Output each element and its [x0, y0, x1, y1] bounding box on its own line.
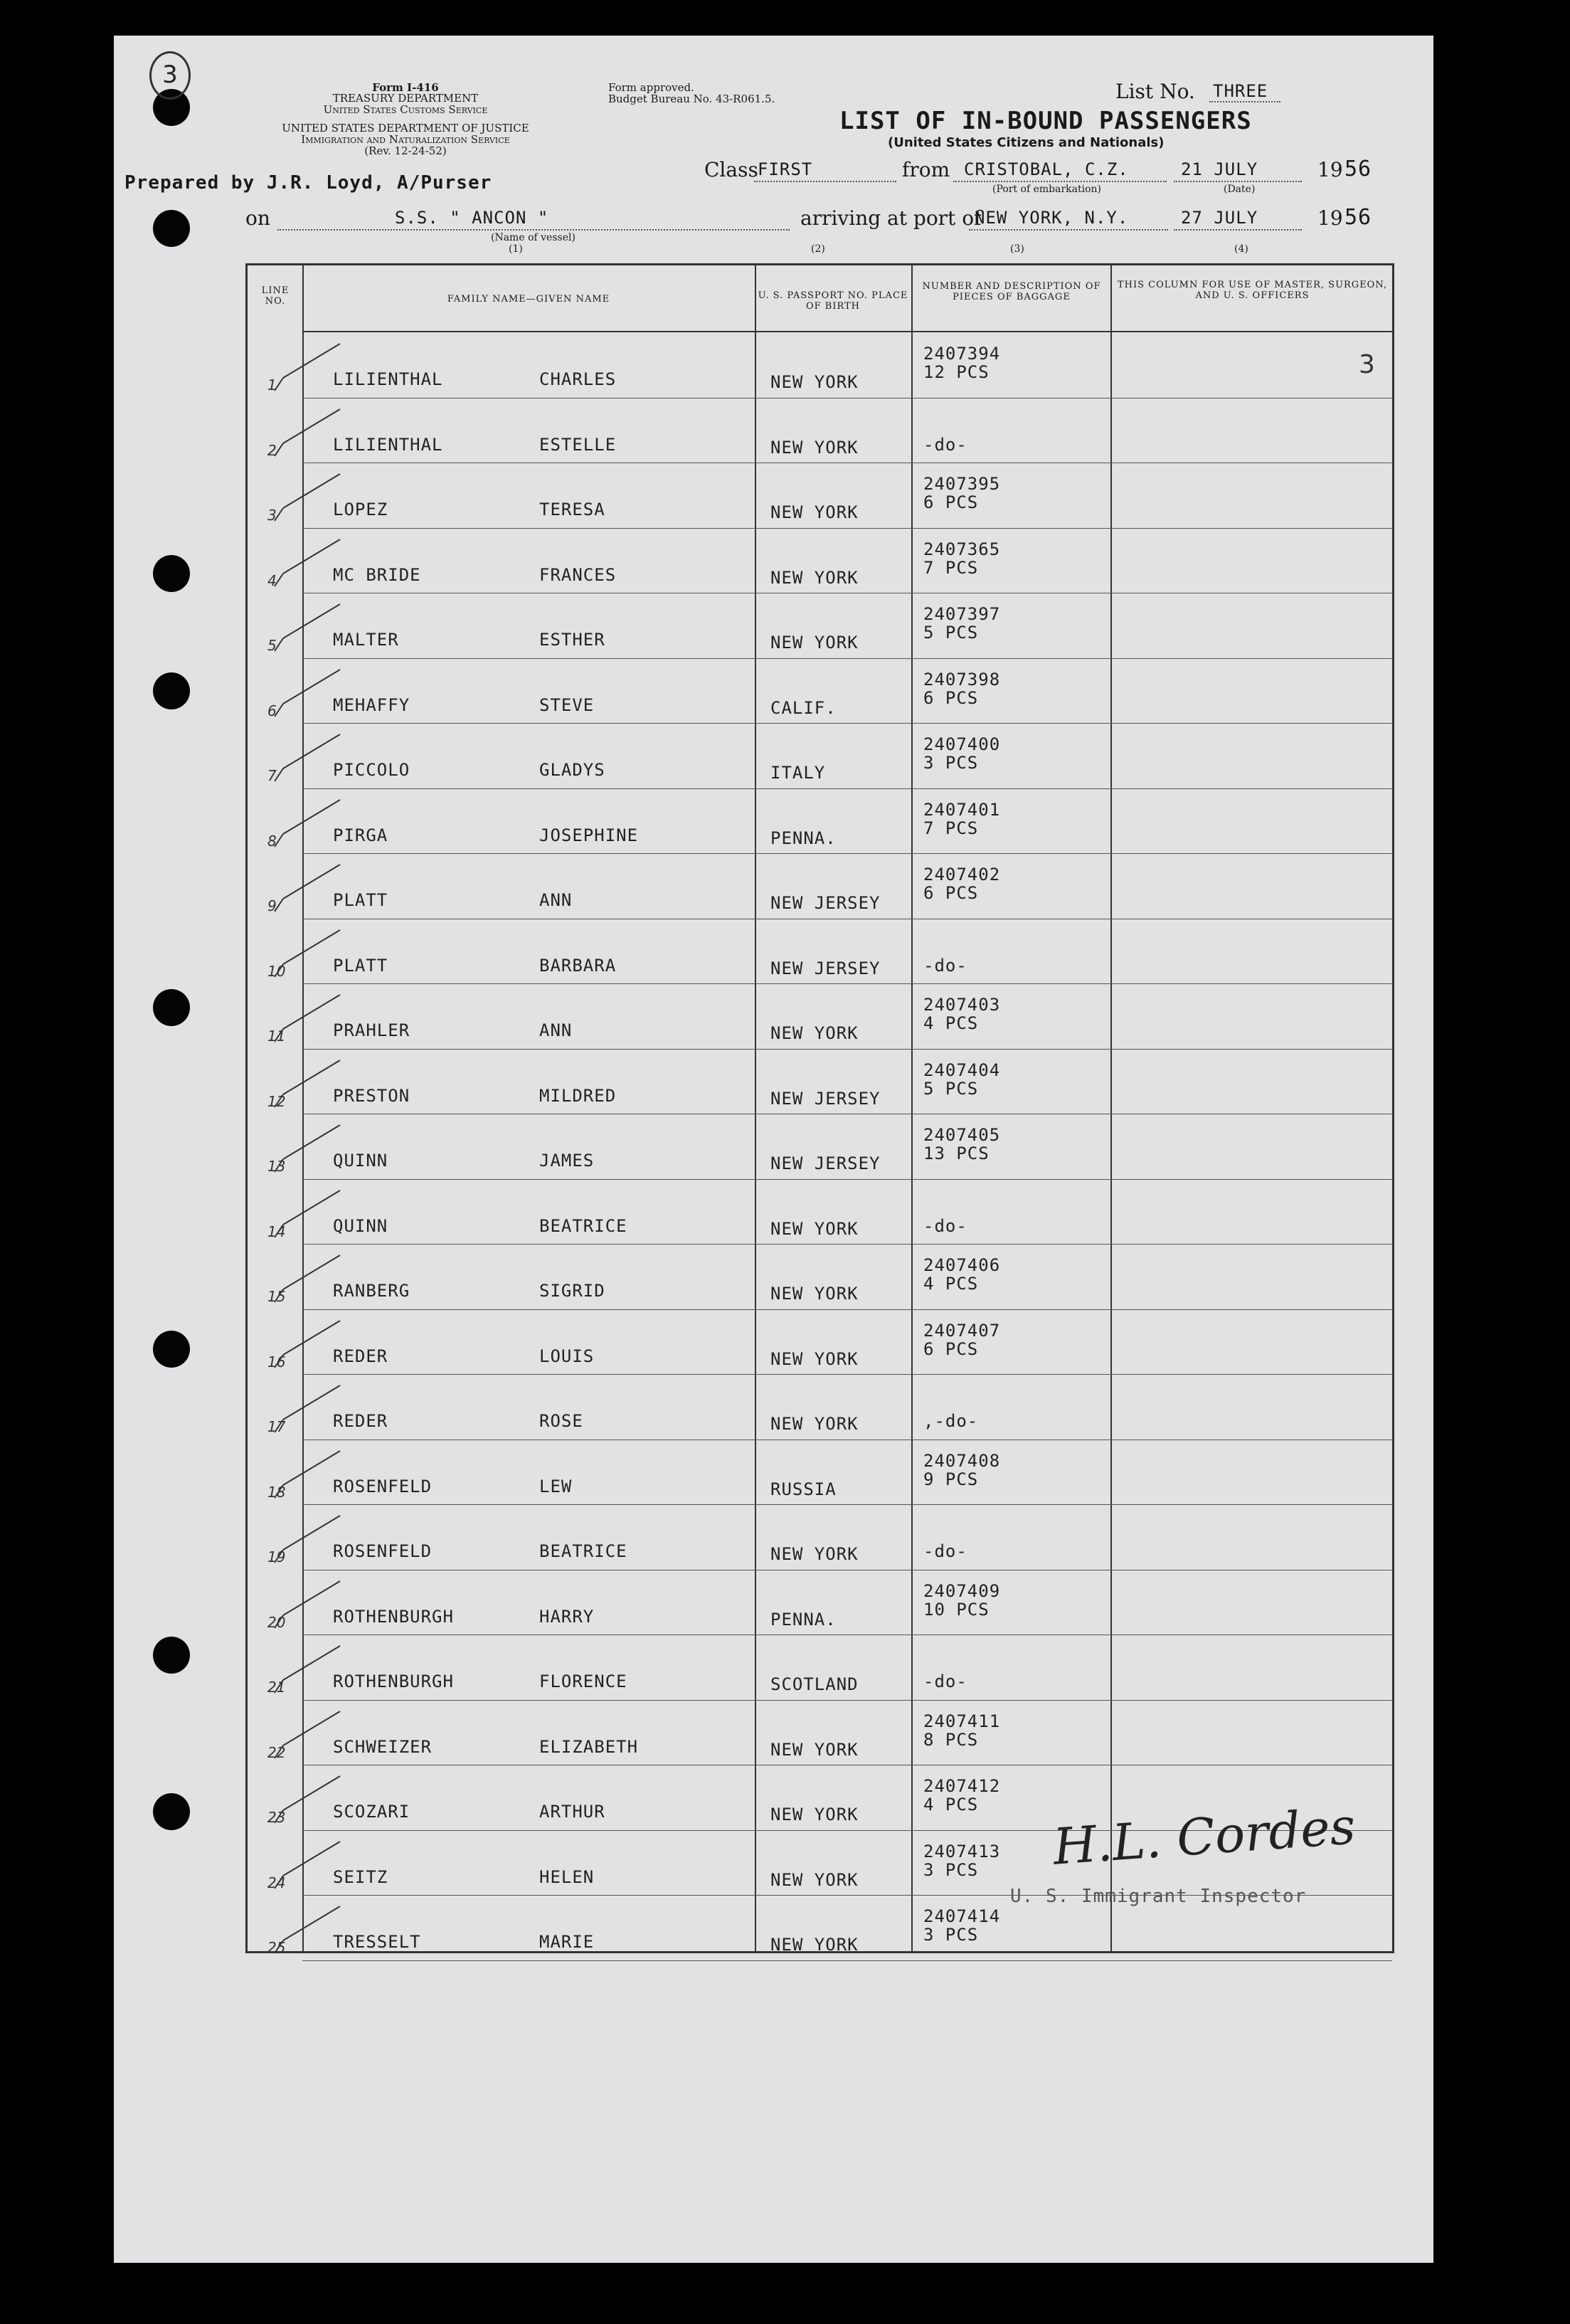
- checkmark-icon: [269, 1057, 347, 1114]
- baggage-pieces: -do-: [923, 1541, 967, 1561]
- year1-prefix: 19: [1317, 158, 1343, 181]
- arrival-date: 27 JULY: [1181, 208, 1258, 228]
- family-name: ROSENFELD: [333, 1476, 433, 1496]
- vessel-name: S.S. " ANCON ": [395, 208, 549, 228]
- line-number: 8: [267, 832, 277, 850]
- baggage-pieces: 7 PCS: [923, 557, 979, 578]
- place-of-birth: NEW JERSEY: [770, 958, 881, 978]
- line-number: 12: [267, 1092, 286, 1110]
- table-row: [248, 1375, 1392, 1440]
- page-title: LIST OF IN-BOUND PASSENGERS: [839, 107, 1252, 135]
- baggage-pieces: 3 PCS: [923, 1859, 979, 1880]
- baggage-pieces: ,-do-: [923, 1411, 979, 1431]
- place-of-birth: NEW JERSEY: [770, 1153, 881, 1173]
- given-name: JOSEPHINE: [539, 825, 639, 845]
- baggage-tag: 2407395: [923, 474, 1001, 494]
- table-row: [248, 334, 1392, 398]
- place-of-birth: CALIF.: [770, 697, 837, 718]
- row-divider: [302, 1309, 1392, 1310]
- place-of-birth: NEW YORK: [770, 437, 859, 458]
- line-number: 24: [267, 1874, 286, 1891]
- baggage-pieces: 6 PCS: [923, 687, 979, 708]
- given-name: FRANCES: [539, 564, 617, 585]
- baggage-pieces: 7 PCS: [923, 818, 979, 838]
- baggage-pieces: 4 PCS: [923, 1013, 979, 1033]
- page-number-circle: 3: [149, 51, 191, 100]
- line-number: 9: [267, 897, 277, 914]
- arriving-label: arriving at port of: [800, 206, 982, 230]
- row-divider: [302, 1634, 1392, 1635]
- given-name: BARBARA: [539, 955, 617, 976]
- form-number: Form I-416: [372, 81, 439, 94]
- line-number: 25: [267, 1939, 286, 1956]
- baggage-tag: 2407401: [923, 799, 1001, 820]
- row-divider: [302, 528, 1392, 529]
- inspector-signature: H.L. Cordes: [1051, 1797, 1357, 1876]
- form-revision: (Rev. 12-24-52): [364, 144, 447, 157]
- given-name: ROSE: [539, 1411, 583, 1431]
- baggage-pieces: 6 PCS: [923, 1338, 979, 1359]
- checkmark-icon: [269, 667, 347, 724]
- baggage-tag: 2407394: [923, 344, 1001, 364]
- family-name: PRAHLER: [333, 1020, 410, 1040]
- family-name: ROTHENBURGH: [333, 1606, 454, 1627]
- list-no-line: [1209, 101, 1280, 102]
- checkmark-icon: [269, 1122, 347, 1179]
- given-name: ELIZABETH: [539, 1736, 639, 1757]
- given-name: SIGRID: [539, 1281, 605, 1301]
- checkmark-icon: [269, 601, 347, 658]
- arrival-date-line: [1174, 229, 1302, 231]
- table-row: [248, 660, 1392, 724]
- from-line: [953, 181, 1167, 182]
- year2-value: 56: [1344, 205, 1372, 230]
- family-name: MEHAFFY: [333, 694, 410, 715]
- from-label: from: [902, 158, 950, 181]
- table-row: [248, 1050, 1392, 1115]
- checkmark-icon: [269, 1513, 347, 1570]
- given-name: JAMES: [539, 1151, 595, 1171]
- checkmark-icon: [269, 406, 347, 463]
- given-name: STEVE: [539, 694, 595, 715]
- place-of-birth: NEW YORK: [770, 1935, 859, 1955]
- baggage-tag: 2407413: [923, 1841, 1001, 1861]
- inspector-label: U. S. Immigrant Inspector: [1010, 1886, 1307, 1907]
- family-name: LILIENTHAL: [333, 434, 443, 455]
- line-number: 14: [267, 1222, 286, 1240]
- family-name: REDER: [333, 1346, 388, 1366]
- checkmark-icon: [269, 797, 347, 854]
- place-of-birth: NEW JERSEY: [770, 1088, 881, 1109]
- place-of-birth: NEW YORK: [770, 633, 859, 653]
- officer-note: 3: [1359, 350, 1375, 379]
- place-of-birth: SCOTLAND: [770, 1674, 859, 1694]
- baggage-tag: 2407397: [923, 604, 1001, 624]
- caption-2: (2): [811, 243, 825, 255]
- place-of-birth: NEW YORK: [770, 1414, 859, 1434]
- caption-1: (1): [509, 243, 523, 255]
- baggage-tag: 2407412: [923, 1776, 1001, 1796]
- checkmark-icon: [269, 471, 347, 528]
- depart-date: 21 JULY: [1181, 159, 1258, 179]
- vessel-caption: (Name of vessel): [491, 232, 576, 243]
- table-row: [248, 1181, 1392, 1245]
- checkmark-icon: [269, 1188, 347, 1245]
- given-name: CHARLES: [539, 369, 617, 389]
- baggage-pieces: 4 PCS: [923, 1795, 979, 1815]
- budget-bureau: Budget Bureau No. 43-R061.5.: [608, 93, 775, 105]
- dept-customs: United States Customs Service: [323, 103, 488, 116]
- checkmark-icon: [269, 1773, 347, 1830]
- baggage-pieces: 3 PCS: [923, 753, 979, 773]
- vessel-line: [277, 229, 790, 231]
- checkmark-icon: [269, 1903, 347, 1960]
- baggage-pieces: 13 PCS: [923, 1143, 990, 1163]
- port-caption: (Port of embarkation): [992, 184, 1101, 195]
- row-divider: [302, 1049, 1392, 1050]
- page-subtitle: (United States Citizens and Nationals): [888, 135, 1165, 150]
- family-name: PLATT: [333, 890, 388, 910]
- table-row: [248, 724, 1392, 789]
- table-row: [248, 1245, 1392, 1310]
- dept-ins: Immigration and Naturalization Service: [301, 133, 510, 146]
- family-name: QUINN: [333, 1151, 388, 1171]
- given-name: ANN: [539, 890, 573, 910]
- arrival-port-line: [969, 229, 1168, 231]
- line-number: 16: [267, 1353, 286, 1370]
- binder-hole: [153, 1331, 190, 1368]
- row-divider: [302, 1504, 1392, 1505]
- place-of-birth: NEW YORK: [770, 502, 859, 522]
- row-divider: [302, 658, 1392, 659]
- line-number: 1: [267, 376, 277, 394]
- on-label: on: [245, 206, 270, 230]
- baggage-tag: 2407405: [923, 1125, 1001, 1145]
- given-name: LEW: [539, 1476, 573, 1496]
- baggage-pieces: 8 PCS: [923, 1729, 979, 1750]
- baggage-tag: 2407403: [923, 995, 1001, 1015]
- checkmark-icon: [269, 1383, 347, 1440]
- baggage-tag: 2407407: [923, 1320, 1001, 1341]
- binder-hole: [153, 989, 190, 1026]
- line-number: 17: [267, 1418, 286, 1435]
- family-name: RANBERG: [333, 1281, 410, 1301]
- line-number: 2: [267, 441, 277, 459]
- baggage-tag: 2407409: [923, 1580, 1001, 1601]
- place-of-birth: PENNA.: [770, 1609, 837, 1630]
- family-name: ROSENFELD: [333, 1541, 433, 1561]
- table-row: [248, 790, 1392, 855]
- family-name: MC BRIDE: [333, 564, 421, 585]
- depart-date-line: [1174, 181, 1302, 182]
- given-name: ARTHUR: [539, 1802, 605, 1822]
- line-number: 5: [267, 637, 277, 654]
- place-of-birth: PENNA.: [770, 828, 837, 848]
- baggage-pieces: 5 PCS: [923, 623, 979, 643]
- place-of-birth: NEW YORK: [770, 1805, 859, 1824]
- checkmark-icon: [269, 731, 347, 788]
- line-number: 18: [267, 1483, 286, 1501]
- caption-3: (3): [1010, 243, 1024, 255]
- table-row: [248, 920, 1392, 985]
- binder-hole: [153, 672, 190, 709]
- baggage-pieces: 10 PCS: [923, 1599, 990, 1620]
- passenger-table: [245, 263, 1394, 1956]
- row-divider: [302, 853, 1392, 854]
- checkmark-icon: [269, 927, 347, 984]
- row-divider: [302, 1244, 1392, 1245]
- binder-hole: [153, 210, 190, 247]
- baggage-pieces: 6 PCS: [923, 492, 979, 512]
- baggage-tag: 2407402: [923, 865, 1001, 884]
- table-row: [248, 1636, 1392, 1701]
- checkmark-icon: [269, 992, 347, 1049]
- family-name: LOPEZ: [333, 500, 388, 519]
- table-row: [248, 1701, 1392, 1766]
- binder-hole: [153, 1793, 190, 1830]
- class-line: [754, 181, 896, 182]
- row-divider: [302, 723, 1392, 724]
- family-name: MALTER: [333, 630, 399, 650]
- year1-value: 56: [1344, 157, 1372, 181]
- baggage-tag: 2407408: [923, 1450, 1001, 1471]
- given-name: ESTHER: [539, 630, 605, 650]
- table-row: [248, 464, 1392, 529]
- checkmark-icon: [269, 1578, 347, 1635]
- baggage-tag: 2407365: [923, 539, 1001, 559]
- family-name: QUINN: [333, 1215, 388, 1236]
- given-name: MILDRED: [539, 1085, 617, 1106]
- table-row: [248, 855, 1392, 919]
- col-header-line: LINE NO.: [261, 285, 290, 307]
- family-name: REDER: [333, 1411, 388, 1431]
- year2-prefix: 19: [1317, 206, 1343, 230]
- place-of-birth: NEW YORK: [770, 1869, 859, 1890]
- baggage-tag: 2407411: [923, 1711, 1001, 1731]
- line-number: 3: [267, 507, 277, 524]
- table-row: [248, 985, 1392, 1050]
- family-name: SCOZARI: [333, 1802, 410, 1822]
- line-number: 22: [267, 1743, 286, 1761]
- col-header-passport: U. S. PASSPORT NO. PLACE OF BIRTH: [758, 290, 908, 312]
- baggage-pieces: -do-: [923, 1215, 967, 1236]
- row-divider: [302, 1374, 1392, 1375]
- dept-treasury: TREASURY DEPARTMENT: [332, 92, 479, 105]
- place-of-birth: NEW JERSEY: [770, 893, 881, 913]
- given-name: ANN: [539, 1020, 573, 1040]
- line-number: 21: [267, 1679, 286, 1696]
- given-name: BEATRICE: [539, 1215, 627, 1236]
- place-of-birth: NEW YORK: [770, 567, 859, 588]
- given-name: GLADYS: [539, 760, 605, 780]
- given-name: MARIE: [539, 1932, 595, 1952]
- line-number: 20: [267, 1613, 286, 1631]
- col-header-officers: THIS COLUMN FOR USE OF MASTER, SURGEON, AND U. S. OFFICERS: [1117, 280, 1388, 301]
- family-name: SCHWEIZER: [333, 1736, 433, 1757]
- table-row: [248, 1441, 1392, 1506]
- place-of-birth: NEW YORK: [770, 1544, 859, 1564]
- dept-justice: UNITED STATES DEPARTMENT OF JUSTICE: [282, 122, 529, 134]
- place-of-birth: NEW YORK: [770, 1739, 859, 1760]
- given-name: BEATRICE: [539, 1541, 627, 1561]
- table-row: [248, 1115, 1392, 1180]
- line-number: 7: [267, 767, 277, 784]
- baggage-pieces: -do-: [923, 955, 967, 976]
- table-row: [248, 1571, 1392, 1636]
- baggage-pieces: 4 PCS: [923, 1274, 979, 1294]
- baggage-tag: 2407404: [923, 1060, 1001, 1080]
- caption-4: (4): [1234, 243, 1248, 255]
- checkmark-icon: [269, 1252, 347, 1309]
- baggage-pieces: 9 PCS: [923, 1469, 979, 1489]
- given-name: TERESA: [539, 500, 605, 519]
- given-name: LOUIS: [539, 1346, 595, 1366]
- place-of-birth: NEW YORK: [770, 1023, 859, 1043]
- given-name: FLORENCE: [539, 1671, 627, 1691]
- table-row: [248, 1506, 1392, 1570]
- line-number: 23: [267, 1809, 286, 1826]
- table-row: [248, 1311, 1392, 1375]
- place-of-birth: NEW YORK: [770, 1284, 859, 1304]
- baggage-pieces: 5 PCS: [923, 1078, 979, 1099]
- line-number: 19: [267, 1548, 286, 1565]
- from-value: CRISTOBAL, C.Z.: [964, 159, 1129, 179]
- row-divider: [302, 1700, 1392, 1701]
- line-number: 6: [267, 702, 277, 719]
- baggage-tag: 2407414: [923, 1906, 1001, 1926]
- baggage-tag: 2407400: [923, 734, 1001, 754]
- family-name: PLATT: [333, 955, 388, 976]
- line-number: 15: [267, 1288, 286, 1305]
- table-row: [248, 529, 1392, 594]
- col-header-baggage: NUMBER AND DESCRIPTION OF PIECES OF BAGGAGE: [922, 281, 1101, 302]
- baggage-pieces: -do-: [923, 434, 967, 455]
- row-divider: [302, 788, 1392, 789]
- checkmark-icon: [269, 1448, 347, 1505]
- baggage-pieces: -do-: [923, 1671, 967, 1691]
- header-divider: [302, 331, 1392, 332]
- baggage-pieces: 12 PCS: [923, 362, 990, 382]
- given-name: HELEN: [539, 1866, 595, 1887]
- family-name: SEITZ: [333, 1866, 388, 1887]
- family-name: LILIENTHAL: [333, 369, 443, 389]
- prepared-by: Prepared by J.R. Loyd, A/Purser: [124, 172, 492, 194]
- row-divider: [302, 1179, 1392, 1180]
- binder-hole: [153, 1637, 190, 1674]
- baggage-tag: 2407406: [923, 1255, 1001, 1275]
- baggage-pieces: 6 PCS: [923, 883, 979, 903]
- family-name: PICCOLO: [333, 760, 410, 780]
- date-caption: (Date): [1224, 184, 1256, 195]
- class-value: FIRST: [758, 159, 813, 179]
- given-name: HARRY: [539, 1606, 595, 1627]
- family-name: TRESSELT: [333, 1932, 421, 1952]
- place-of-birth: NEW YORK: [770, 1218, 859, 1239]
- row-divider: [302, 1960, 1392, 1961]
- line-number: 11: [267, 1028, 286, 1045]
- table-row: [248, 594, 1392, 659]
- line-number: 13: [267, 1158, 286, 1175]
- class-label: Class: [704, 158, 758, 181]
- family-name: ROTHENBURGH: [333, 1671, 454, 1691]
- binder-hole: [153, 555, 190, 592]
- list-no-label: List No.: [1115, 80, 1195, 103]
- checkmark-icon: [269, 537, 347, 593]
- form-approved: Form approved.: [608, 81, 694, 94]
- family-name: PRESTON: [333, 1085, 410, 1106]
- checkmark-icon: [269, 341, 347, 398]
- checkmark-icon: [269, 1839, 347, 1896]
- family-name: PIRGA: [333, 825, 388, 845]
- checkmark-icon: [269, 1708, 347, 1765]
- col-header-name: FAMILY NAME—GIVEN NAME: [447, 294, 610, 305]
- place-of-birth: NEW YORK: [770, 372, 859, 392]
- baggage-pieces: 3 PCS: [923, 1925, 979, 1945]
- line-number: 4: [267, 571, 277, 589]
- place-of-birth: NEW YORK: [770, 1348, 859, 1369]
- arrival-port: NEW YORK, N.Y.: [975, 208, 1129, 228]
- checkmark-icon: [269, 1643, 347, 1700]
- given-name: ESTELLE: [539, 434, 617, 455]
- checkmark-icon: [269, 862, 347, 919]
- list-no-value: THREE: [1213, 81, 1268, 101]
- row-divider: [302, 983, 1392, 984]
- table-row: [248, 399, 1392, 464]
- place-of-birth: ITALY: [770, 763, 826, 783]
- checkmark-icon: [269, 1318, 347, 1375]
- baggage-tag: 2407398: [923, 669, 1001, 690]
- line-number: 10: [267, 962, 286, 980]
- place-of-birth: RUSSIA: [770, 1479, 837, 1499]
